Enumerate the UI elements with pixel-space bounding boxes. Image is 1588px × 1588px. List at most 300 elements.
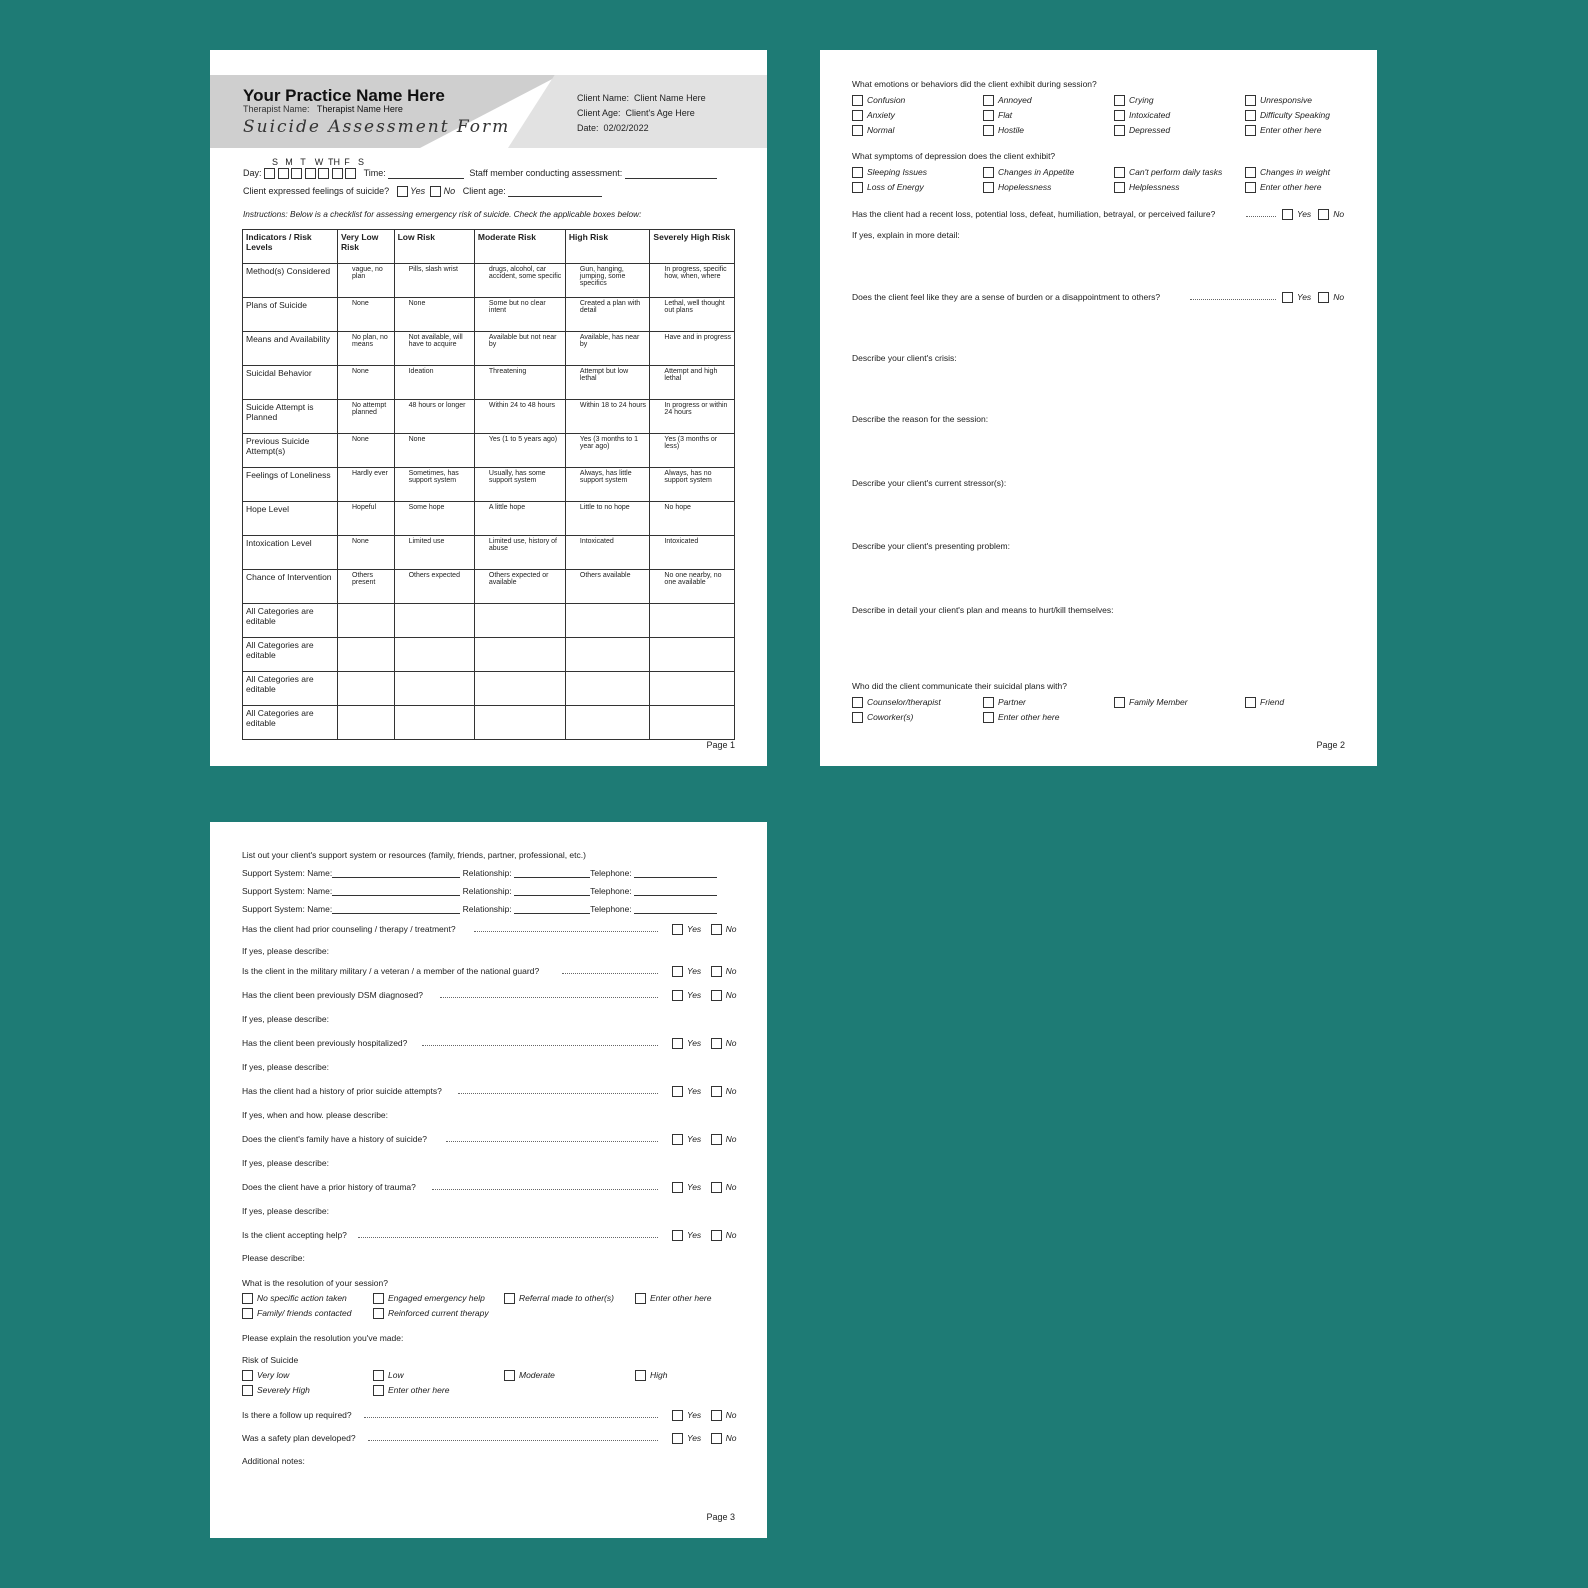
support-row — [242, 886, 717, 896]
support-name-label: Support System: Name: — [242, 868, 333, 878]
table-cell[interactable]: None — [394, 434, 474, 468]
checkbox[interactable] — [983, 167, 994, 178]
table-cell[interactable]: Others expected — [394, 570, 474, 604]
yes-label: Yes — [410, 186, 426, 196]
yes-checkbox[interactable] — [672, 1086, 683, 1097]
table-row-label: Means and Availability — [243, 332, 338, 366]
table-cell[interactable]: Limited use — [394, 536, 474, 570]
option-item[interactable] — [983, 167, 1074, 178]
support-name-field[interactable] — [332, 895, 460, 896]
client-age-label: Client Age: — [577, 108, 621, 118]
client-age-field-label: Client age: — [462, 186, 506, 196]
table-cell[interactable]: Limited use, history of abuse — [474, 536, 565, 570]
table-cell[interactable] — [565, 706, 650, 740]
no-checkbox[interactable] — [711, 1086, 722, 1097]
checkbox[interactable] — [852, 712, 863, 723]
table-header-cell: Very Low Risk — [338, 230, 395, 264]
option-item[interactable] — [852, 125, 894, 136]
table-row — [243, 672, 735, 706]
feelings-no-checkbox[interactable] — [430, 186, 441, 197]
risk-label: Risk of Suicide — [242, 1355, 299, 1365]
option-item[interactable] — [983, 125, 1024, 136]
day-checkbox[interactable] — [345, 168, 356, 179]
yes-label: Yes — [687, 1086, 702, 1096]
table-cell[interactable] — [474, 672, 565, 706]
checkbox[interactable] — [1114, 182, 1125, 193]
option-label: Enter other here — [1260, 182, 1322, 192]
table-cell[interactable] — [650, 706, 735, 740]
checkbox[interactable] — [504, 1370, 515, 1381]
table-row-label: Feelings of Loneliness — [243, 468, 338, 502]
yes-label: Yes — [687, 1230, 702, 1240]
option-label: Normal — [867, 125, 895, 135]
table-cell[interactable] — [565, 672, 650, 706]
yes-label: Yes — [687, 1433, 702, 1443]
leader-dots — [458, 1093, 658, 1094]
question-resolution: What is the resolution of your session? — [242, 1278, 388, 1288]
yes-no-group — [672, 990, 737, 1001]
question: Is the client in the military military / a veteran / a member of the national guard? — [242, 966, 540, 976]
option-item[interactable] — [373, 1308, 489, 1319]
table-cell[interactable]: A little hope — [474, 502, 565, 536]
option-item[interactable] — [373, 1370, 404, 1381]
telephone-field[interactable] — [634, 913, 717, 914]
table-cell[interactable]: Yes (3 months to 1 year ago) — [565, 434, 650, 468]
table-cell[interactable]: Have and in progress — [650, 332, 735, 366]
time-field[interactable] — [388, 178, 464, 179]
table-cell[interactable]: Created a plan with detail — [565, 298, 650, 332]
table-cell[interactable]: Attempt but low lethal — [565, 366, 650, 400]
checkbox[interactable] — [852, 110, 863, 121]
table-cell[interactable]: No one nearby, no one available — [650, 570, 735, 604]
option-label: Enter other here — [1260, 125, 1322, 135]
relationship-label: Relationship: — [462, 886, 512, 896]
table-cell[interactable] — [565, 604, 650, 638]
page-3 — [210, 822, 767, 1538]
day-checkbox[interactable] — [332, 168, 343, 179]
table-cell[interactable]: Available but not near by — [474, 332, 565, 366]
option-label: Can't perform daily tasks — [1129, 167, 1223, 177]
therapist-label: Therapist Name: — [243, 104, 310, 114]
table-cell[interactable] — [474, 706, 565, 740]
option-item[interactable] — [983, 95, 1032, 106]
option-item[interactable] — [242, 1385, 310, 1396]
option-label: Enter other here — [998, 712, 1060, 722]
question: Has the client been previously DSM diagnosed? — [242, 990, 423, 1000]
table-cell[interactable] — [474, 604, 565, 638]
question: Is there a follow up required? — [242, 1410, 352, 1420]
day-checkbox[interactable] — [278, 168, 289, 179]
feelings-label: Client expressed feelings of suicide? — [243, 186, 390, 196]
checkbox[interactable] — [373, 1308, 384, 1319]
table-cell[interactable]: Within 18 to 24 hours — [565, 400, 650, 434]
day-checkbox[interactable] — [305, 168, 316, 179]
no-label: No — [725, 1038, 737, 1048]
table-cell[interactable] — [394, 706, 474, 740]
table-cell[interactable] — [565, 638, 650, 672]
checkbox[interactable] — [373, 1385, 384, 1396]
no-label: No — [725, 966, 737, 976]
no-label: No — [725, 924, 737, 934]
yes-no-group — [672, 1410, 737, 1421]
yes-checkbox[interactable] — [672, 990, 683, 1001]
checkbox[interactable] — [852, 167, 863, 178]
leader-dots — [432, 1189, 658, 1190]
table-cell[interactable]: Ideation — [394, 366, 474, 400]
checkbox[interactable] — [1245, 697, 1256, 708]
table-row-label: All Categories are editable — [243, 706, 338, 740]
option-item[interactable] — [1245, 125, 1321, 136]
option-item[interactable] — [1114, 182, 1180, 193]
checkbox[interactable] — [983, 125, 994, 136]
no-checkbox[interactable] — [711, 1182, 722, 1193]
day-letters — [268, 157, 368, 167]
yes-label: Yes — [687, 966, 702, 976]
option-label: Friend — [1260, 697, 1285, 707]
table-cell[interactable]: Always, has no support system — [650, 468, 735, 502]
table-cell[interactable]: Hopeful — [338, 502, 395, 536]
checkbox[interactable] — [852, 95, 863, 106]
table-cell[interactable]: No plan, no means — [338, 332, 395, 366]
checkbox[interactable] — [242, 1308, 253, 1319]
no-label: No — [725, 1086, 737, 1096]
table-cell[interactable]: Others available — [565, 570, 650, 604]
option-label: Hopelessness — [998, 182, 1052, 192]
option-label: Very low — [257, 1370, 290, 1380]
option-item[interactable] — [1245, 110, 1330, 121]
option-label: Flat — [998, 110, 1013, 120]
option-label: Enter other here — [388, 1385, 450, 1395]
table-cell[interactable]: drugs, alcohol, car accident, some specific — [474, 264, 565, 298]
no-checkbox[interactable] — [1318, 209, 1329, 220]
checkbox[interactable] — [1245, 95, 1256, 106]
checkbox[interactable] — [983, 110, 994, 121]
option-label: Annoyed — [998, 95, 1032, 105]
option-item[interactable] — [983, 182, 1051, 193]
support-name-field[interactable] — [332, 913, 460, 914]
checkbox[interactable] — [983, 697, 994, 708]
table-cell[interactable]: In progress, specific how, when, where — [650, 264, 735, 298]
table-row-label: Hope Level — [243, 502, 338, 536]
table-cell[interactable]: Hardly ever — [338, 468, 395, 502]
table-cell[interactable] — [394, 638, 474, 672]
date-value[interactable]: 02/02/2022 — [603, 123, 649, 133]
table-cell[interactable]: Sometimes, has support system — [394, 468, 474, 502]
no-checkbox[interactable] — [711, 1230, 722, 1241]
option-item[interactable] — [504, 1370, 555, 1381]
option-item[interactable] — [242, 1308, 351, 1319]
no-checkbox[interactable] — [711, 966, 722, 977]
yes-checkbox[interactable] — [1282, 292, 1293, 303]
option-label: Crying — [1129, 95, 1154, 105]
option-item[interactable] — [635, 1293, 711, 1304]
question: Does the client's family have a history of suicide? — [242, 1134, 427, 1144]
page-1 — [210, 50, 767, 766]
client-age-field[interactable] — [508, 196, 602, 197]
checkbox[interactable] — [852, 125, 863, 136]
table-header-cell: Low Risk — [394, 230, 474, 264]
support-name-field[interactable] — [332, 877, 460, 878]
option-item[interactable] — [852, 182, 924, 193]
table-cell[interactable]: No attempt planned — [338, 400, 395, 434]
option-label: Engaged emergency help — [388, 1293, 485, 1303]
page-2 — [820, 50, 1377, 766]
checkbox[interactable] — [635, 1293, 646, 1304]
table-cell[interactable]: Yes (3 months or less) — [650, 434, 735, 468]
option-item[interactable] — [1114, 110, 1170, 121]
option-item[interactable] — [1245, 95, 1312, 106]
table-cell[interactable]: Always, has little support system — [565, 468, 650, 502]
checkbox[interactable] — [1114, 125, 1125, 136]
table-cell[interactable]: None — [338, 434, 395, 468]
yes-checkbox[interactable] — [672, 1410, 683, 1421]
checkbox[interactable] — [1245, 182, 1256, 193]
table-row — [243, 604, 735, 638]
option-item[interactable] — [852, 712, 913, 723]
relationship-field[interactable] — [514, 913, 590, 914]
checkbox[interactable] — [635, 1370, 646, 1381]
option-item[interactable] — [1114, 125, 1170, 136]
table-cell[interactable]: vague, no plan — [338, 264, 395, 298]
table-row-label: Intoxication Level — [243, 536, 338, 570]
table-cell[interactable]: None — [394, 298, 474, 332]
option-label: Enter other here — [650, 1293, 712, 1303]
option-label: Severely High — [257, 1385, 310, 1395]
option-label: Low — [388, 1370, 404, 1380]
option-item[interactable] — [373, 1293, 485, 1304]
table-cell[interactable]: No hope — [650, 502, 735, 536]
question: Is the client accepting help? — [242, 1230, 347, 1240]
checkbox[interactable] — [242, 1293, 253, 1304]
option-item[interactable] — [1114, 697, 1188, 708]
option-item[interactable] — [1245, 182, 1321, 193]
relationship-field[interactable] — [514, 895, 590, 896]
table-row — [243, 434, 735, 468]
option-item[interactable] — [852, 697, 941, 708]
telephone-label: Telephone: — [590, 886, 632, 896]
checkbox[interactable] — [983, 182, 994, 193]
option-item[interactable] — [635, 1370, 667, 1381]
checkbox[interactable] — [504, 1293, 515, 1304]
no-checkbox[interactable] — [711, 1410, 722, 1421]
yes-label: Yes — [687, 1410, 702, 1420]
telephone-label: Telephone: — [590, 868, 632, 878]
checkbox[interactable] — [373, 1293, 384, 1304]
table-cell[interactable] — [338, 706, 395, 740]
table-cell[interactable] — [338, 638, 395, 672]
table-cell[interactable]: Not available, will have to acquire — [394, 332, 474, 366]
loss-explain-label: If yes, explain in more detail: — [852, 230, 960, 240]
table-cell[interactable]: Intoxicated — [650, 536, 735, 570]
describe-label: If yes, please describe: — [242, 1158, 329, 1168]
table-cell[interactable]: Others present — [338, 570, 395, 604]
therapist-value[interactable]: Therapist Name Here — [316, 104, 403, 114]
option-item[interactable] — [983, 712, 1059, 723]
no-checkbox[interactable] — [711, 924, 722, 935]
checkbox[interactable] — [983, 95, 994, 106]
option-label: Helplessness — [1129, 182, 1180, 192]
yes-checkbox[interactable] — [672, 1433, 683, 1444]
option-item[interactable] — [504, 1293, 614, 1304]
question-reason: Describe the reason for the session: — [852, 414, 989, 424]
option-item[interactable] — [852, 110, 895, 121]
checkbox[interactable] — [1114, 110, 1125, 121]
checkbox[interactable] — [1114, 95, 1125, 106]
no-checkbox[interactable] — [711, 1038, 722, 1049]
option-item[interactable] — [1114, 95, 1154, 106]
option-label: Moderate — [519, 1370, 555, 1380]
table-cell[interactable] — [338, 672, 395, 706]
option-item[interactable] — [373, 1385, 449, 1396]
option-item[interactable] — [1245, 697, 1284, 708]
yes-checkbox[interactable] — [672, 1182, 683, 1193]
risk-table — [242, 229, 735, 740]
table-cell[interactable] — [394, 604, 474, 638]
table-cell[interactable]: None — [338, 298, 395, 332]
client-name-value[interactable]: Client Name Here — [634, 93, 706, 103]
question-explain: Please explain the resolution you've made: — [242, 1333, 404, 1343]
table-cell[interactable]: Little to no hope — [565, 502, 650, 536]
no-checkbox[interactable] — [711, 1433, 722, 1444]
table-cell[interactable] — [394, 672, 474, 706]
client-age-value[interactable]: Client's Age Here — [625, 108, 695, 118]
practice-name: Your Practice Name Here — [243, 86, 445, 105]
describe-label: If yes, please describe: — [242, 1014, 329, 1024]
option-label: Intoxicated — [1129, 110, 1171, 120]
checkbox[interactable] — [242, 1385, 253, 1396]
checkbox[interactable] — [852, 182, 863, 193]
staff-field[interactable] — [625, 178, 717, 179]
no-label: No — [725, 1433, 737, 1443]
checkbox[interactable] — [373, 1370, 384, 1381]
yes-checkbox[interactable] — [672, 1230, 683, 1241]
yes-label: Yes — [687, 1182, 702, 1192]
table-cell[interactable]: Lethal, well thought out plans — [650, 298, 735, 332]
table-row-label: Plans of Suicide — [243, 298, 338, 332]
yes-checkbox[interactable] — [672, 1134, 683, 1145]
option-item[interactable] — [983, 697, 1026, 708]
day-checkbox[interactable] — [318, 168, 329, 179]
support-name-label: Support System: Name: — [242, 904, 333, 914]
describe-label: If yes, please describe: — [242, 946, 329, 956]
question: Has the client been previously hospitalized? — [242, 1038, 408, 1048]
no-checkbox[interactable] — [711, 1134, 722, 1145]
yes-no-group — [672, 1086, 737, 1097]
table-header-cell: Severely High Risk — [650, 230, 735, 264]
yes-checkbox[interactable] — [672, 1038, 683, 1049]
table-cell[interactable]: Some hope — [394, 502, 474, 536]
table-cell[interactable]: Pills, slash wrist — [394, 264, 474, 298]
describe-label: If yes, please describe: — [242, 1062, 329, 1072]
option-label: Depressed — [1129, 125, 1171, 135]
day-checkbox[interactable] — [264, 168, 275, 179]
option-item[interactable] — [852, 167, 927, 178]
yes-checkbox[interactable] — [1282, 209, 1293, 220]
table-row — [243, 298, 735, 332]
table-row — [243, 332, 735, 366]
checkbox[interactable] — [983, 712, 994, 723]
option-item[interactable] — [852, 95, 905, 106]
option-item[interactable] — [242, 1370, 289, 1381]
feelings-yes-checkbox[interactable] — [397, 186, 408, 197]
checkbox[interactable] — [1114, 167, 1125, 178]
no-checkbox[interactable] — [711, 990, 722, 1001]
option-label: Anxiety — [867, 110, 895, 120]
table-row-label: All Categories are editable — [243, 672, 338, 706]
leader-dots — [368, 1440, 658, 1441]
yes-checkbox[interactable] — [672, 966, 683, 977]
checkbox[interactable] — [242, 1370, 253, 1381]
yes-checkbox[interactable] — [672, 924, 683, 935]
yes-label: Yes — [687, 1134, 702, 1144]
yes-no-group — [672, 1182, 737, 1193]
support-row — [242, 868, 717, 878]
day-checkbox[interactable] — [291, 168, 302, 179]
table-row — [243, 536, 735, 570]
table-cell[interactable]: Within 24 to 48 hours — [474, 400, 565, 434]
checkbox[interactable] — [852, 697, 863, 708]
table-cell[interactable]: Yes (1 to 5 years ago) — [474, 434, 565, 468]
client-age-line — [577, 108, 695, 118]
checkbox[interactable] — [1245, 110, 1256, 121]
table-cell[interactable]: Gun, hanging, jumping, some specifics — [565, 264, 650, 298]
table-cell[interactable]: Available, has near by — [565, 332, 650, 366]
table-cell[interactable]: Attempt and high lethal — [650, 366, 735, 400]
table-cell[interactable]: In progress or within 24 hours — [650, 400, 735, 434]
table-cell[interactable]: Intoxicated — [565, 536, 650, 570]
yes-label: Yes — [1297, 209, 1312, 219]
leader-dots — [1190, 299, 1276, 300]
table-cell[interactable]: None — [338, 366, 395, 400]
additional-notes-label: Additional notes: — [242, 1456, 305, 1466]
option-label: Loss of Energy — [867, 182, 924, 192]
leader-dots — [364, 1417, 658, 1418]
table-cell[interactable] — [650, 604, 735, 638]
checkbox[interactable] — [1245, 125, 1256, 136]
table-cell[interactable] — [474, 638, 565, 672]
telephone-field[interactable] — [634, 877, 717, 878]
table-cell[interactable] — [338, 604, 395, 638]
question: Has the client had a history of prior suicide attempts? — [242, 1086, 442, 1096]
relationship-field[interactable] — [514, 877, 590, 878]
table-cell[interactable]: Threatening — [474, 366, 565, 400]
table-cell[interactable]: Usually, has some support system — [474, 468, 565, 502]
table-cell[interactable]: Others expected or available — [474, 570, 565, 604]
option-label: No specific action taken — [257, 1293, 347, 1303]
no-checkbox[interactable] — [1318, 292, 1329, 303]
option-item[interactable] — [1114, 167, 1222, 178]
option-item[interactable] — [1245, 167, 1330, 178]
option-label: Changes in weight — [1260, 167, 1330, 177]
table-cell[interactable] — [650, 672, 735, 706]
table-row — [243, 264, 735, 298]
checkbox[interactable] — [1114, 697, 1125, 708]
table-cell[interactable]: 48 hours or longer — [394, 400, 474, 434]
option-item[interactable] — [983, 110, 1012, 121]
date-line — [577, 123, 649, 133]
table-cell[interactable] — [650, 638, 735, 672]
question-problem: Describe your client's presenting problem: — [852, 541, 1011, 551]
no-label: No — [725, 1230, 737, 1240]
table-header-cell: Indicators / Risk Levels — [243, 230, 338, 264]
leader-dots — [358, 1237, 658, 1238]
checkbox[interactable] — [1245, 167, 1256, 178]
telephone-field[interactable] — [634, 895, 717, 896]
option-item[interactable] — [242, 1293, 347, 1304]
table-cell[interactable]: None — [338, 536, 395, 570]
table-cell[interactable]: Some but no clear intent — [474, 298, 565, 332]
table-row-label: All Categories are editable — [243, 604, 338, 638]
